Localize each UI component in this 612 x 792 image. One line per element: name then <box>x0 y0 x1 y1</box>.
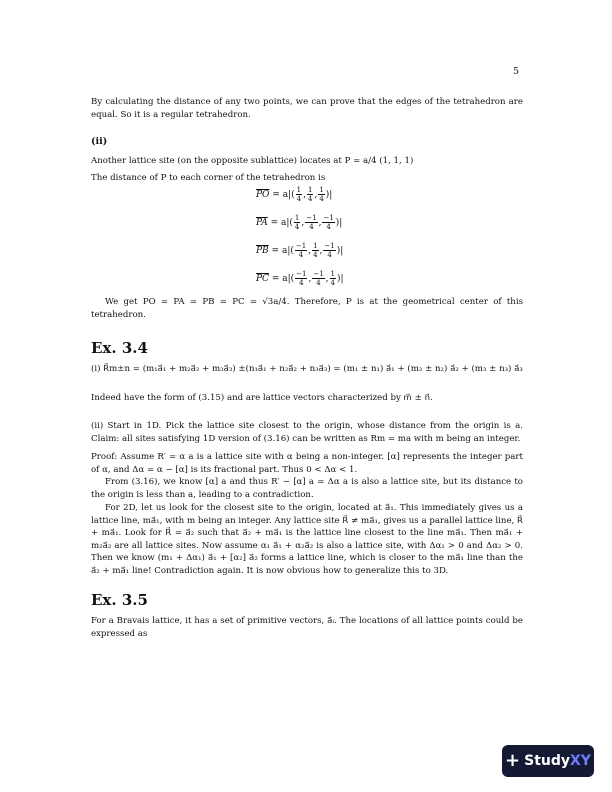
ex-3-4-part-i: (i) R⃗m±n = (m₁a⃗₁ + m₂a⃗₂ + m₃a⃗₃) ±(n₁a⃗₁ + n₂a⃗₂ + n₃a⃗₃) = (m₁ ± n₁) a⃗₁ + (m₂ ± n₂) a⃗₂ + (m₃ ± n₃) a⃗₃ <box>91 364 523 374</box>
center-conclusion: We get PO = PA = PB = PC = √3a/4. Therefore, P is at the geometrical center of this tetrahedron. <box>91 297 523 320</box>
equation-po: $\overline{PO} = a|$( $\frac{1}{4}$ , $\frac{1}{4}$ , $\frac{1}{4}$ )| <box>256 186 333 203</box>
section-ii-heading: (ii) <box>91 136 108 147</box>
ex-3-4-part-i-note: Indeed have the form of (3.15) and are lattice vectors characterized by m⃗ ± n⃗. <box>91 393 433 403</box>
equation-pa: $\overline{PA} = a|$( $\frac{1}{4}$ , $\frac{-1}{4}$ , $\frac{-1}{4}$ )| <box>256 214 343 231</box>
page-number: 5 <box>513 66 520 77</box>
equation-pc: $\overline{PC} = a|$( $\frac{-1}{4}$ , $\frac{-1}{4}$ , $\frac{1}{4}$ )| <box>256 270 344 287</box>
equation-pb: $\overline{PB} = a|$( $\frac{-1}{4}$ , $\frac{1}{4}$ , $\frac{-1}{4}$ )| <box>256 242 344 259</box>
plus-icon: + <box>505 750 521 771</box>
lattice-site-text: Another lattice site (on the opposite sublattice) locates at P = a/4 (1, 1, 1) <box>91 156 414 166</box>
ex-3-4-from-316: From (3.16), we know [α] a and thus R′ − [α] a = Δα a is also a lattice site, but its distance to the origin is less than a, leading to a contradiction. <box>91 477 523 500</box>
studyxy-badge[interactable] <box>502 745 594 777</box>
ex-3-5-heading: Ex. 3.5 <box>91 591 148 609</box>
equation-lhs: $\overline{PO}$ <box>256 190 270 200</box>
ex-3-4-heading: Ex. 3.4 <box>91 339 148 357</box>
ex-3-5-text: For a Bravais lattice, it has a set of primitive vectors, a⃗ᵢ. The locations of all lattice points could be expressed as <box>91 616 523 639</box>
intro-paragraph: By calculating the distance of any two points, we can prove that the edges of the tetrahedron are equal. So it is a regular tetrahedron. <box>91 97 523 120</box>
ex-3-4-part-ii: (ii) Start in 1D. Pick the lattice site closest to the origin, whose distance from the origin is a. Claim: all sites satisfying 1D version of (3.16) can be written as Rm = ma with m being an integer. <box>91 421 523 444</box>
brand-study-text: StudyXY <box>524 753 591 769</box>
ex-3-4-2d-argument: For 2D, let us look for the closest site to the origin, located at a⃗₁. This immediately gives us a lattice line, ma⃗₁, with m being an integer. Any lattice site R⃗ ≠ ma⃗₁, gives us a parallel lattice line, R⃗ + ma⃗₁. Look for R⃗ = a⃗₂ such that a⃗₂ + ma⃗₁ is the lattice line closest to the line ma⃗₁. Then ma⃗₁ + m₂a⃗₂ are all lattice sites. Now assume α₁ a⃗₁ + α₂a⃗₂ is also a lattice site, with Δα₁ > 0 and Δα₂ > 0. Then we know (m₁ + Δα₁) a⃗₁ + [α₂] a⃗₂ forms a lattice line, which is closer to the ma⃗₁ line than the a⃗₂ + ma⃗₁ line! Contradiction again. It is now obvious how to generalize this to 3D. <box>91 503 523 576</box>
ex-3-4-proof: Proof: Assume R′ = α a is a lattice site with α being a non-integer. [α] represents the integer part of α, and Δα = α − [α] is its fractional part. Thus 0 < Δα < 1. <box>91 452 523 475</box>
distance-intro-text: The distance of P to each corner of the tetrahedron is <box>91 173 326 183</box>
